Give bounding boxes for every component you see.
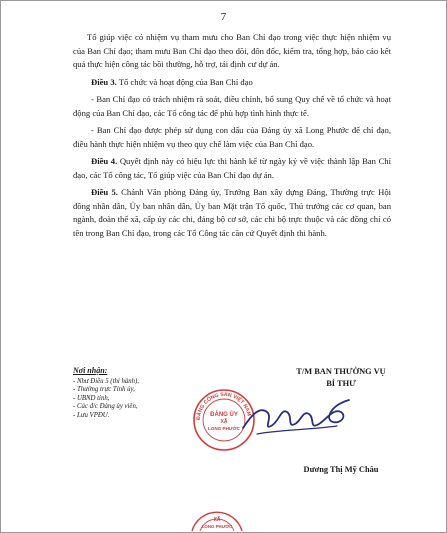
recipients-title: Nơi nhận: [73,366,108,375]
signature-block [261,367,421,474]
paragraph-article-3 [73,76,391,90]
paragraph-text: Tổ chức và hoạt động của Ban Chỉ đạo [116,76,253,87]
svg-text:LONG PHƯỚC: LONG PHƯỚC [208,426,240,431]
recipient-item: - Lưu VPĐU. [73,411,110,419]
paragraph-text: Chánh Văn phòng Đảng ủy, Trưởng Ban xây dựng Đảng, Thường trực Hội đồng nhân dân, Ủy ban nhân dân, Ủy ban Mặt trận Tổ quốc, Thủ trưởng các cơ quan, ban ngành, đoàn thể xã, cấp ủy các chi, đảng bộ cơ sở, các chi bộ trực thuộc và các đồng chí có tên trong Ban Chỉ đạo, trong các Tổ Công tác căn cứ Quyết định thi hành. [73,187,392,238]
recipient-item: - UBND tỉnh, [73,394,110,402]
recipient-item: - Các đ/c Đảng ủy viên, [73,403,138,411]
svg-text:LONG PHƯỚC: LONG PHƯỚC [201,524,233,529]
signer-name: Dương Thị Mỹ Châu [303,465,379,474]
paragraph-text: Tổ giúp việc có nhiệm vụ tham mưu cho Ban Chỉ đạo trong việc thực hiện nhiệm vụ của Ban Chỉ đạo; tham mưu Ban Chỉ đạo theo dõi, đôn đốc, kiểm tra, tổng hợp, báo cáo kết quả thực hiện công tác bồi thường, hỗ trợ, tái định cư dự án. [73,32,391,69]
page-number: 7 [220,11,227,23]
paragraph-text: - Ban Chỉ đạo có trách nhiệm rà soát, điều chỉnh, bổ sung Quy chế về tổ chức và hoạt động của Ban Chỉ đạo, các Tổ công tác để phù hợp tình hình thực tế. [73,94,391,118]
svg-text:ĐẢNG CỘNG SẢN VIỆT NAM: ĐẢNG CỘNG SẢN VIỆT NAM [195,391,252,421]
recipient-item: - Như Điều 5 (thi hành), [73,377,140,385]
paragraph-seal-use [73,124,391,151]
article-lead: Điều 4. [91,156,118,166]
paragraph-article-4 [73,155,391,182]
paragraph-tasks [73,31,391,72]
signer-organization: T/M BAN THƯỜNG VỤ [296,367,386,376]
recipients-block [73,367,203,421]
paragraph-text: Quyết định này có hiệu lực thi hành kể từ ngày ký về việc thành lập Ban Chỉ đạo, các Tổ công tác, Tổ giúp việc của Ban Chỉ đạo dự án. [73,156,391,180]
handwritten-signature [237,386,357,444]
document-body [73,31,391,244]
article-lead: Điều 3. [91,76,117,87]
svg-text:XÃ: XÃ [213,517,221,523]
svg-text:XÃ: XÃ [220,419,228,425]
paragraph-text: - Ban Chỉ đạo được phép sử dụng con dấu của Đảng ủy xã Long Phước để chỉ đạo, điều hành thực hiện nhiệm vụ theo quy chế làm việc của Ban Chỉ đạo. [73,125,391,149]
article-lead: Điều 5. [91,187,118,197]
paragraph-article-5 [73,186,391,240]
paragraph-review [73,93,391,120]
recipient-item: - Thường trực Tỉnh ủy, [73,386,135,394]
signer-position: BÍ THƯ [326,379,356,388]
page-seal-partial [188,479,246,531]
svg-text:ĐẢNG ỦY: ĐẢNG ỦY [210,412,238,418]
